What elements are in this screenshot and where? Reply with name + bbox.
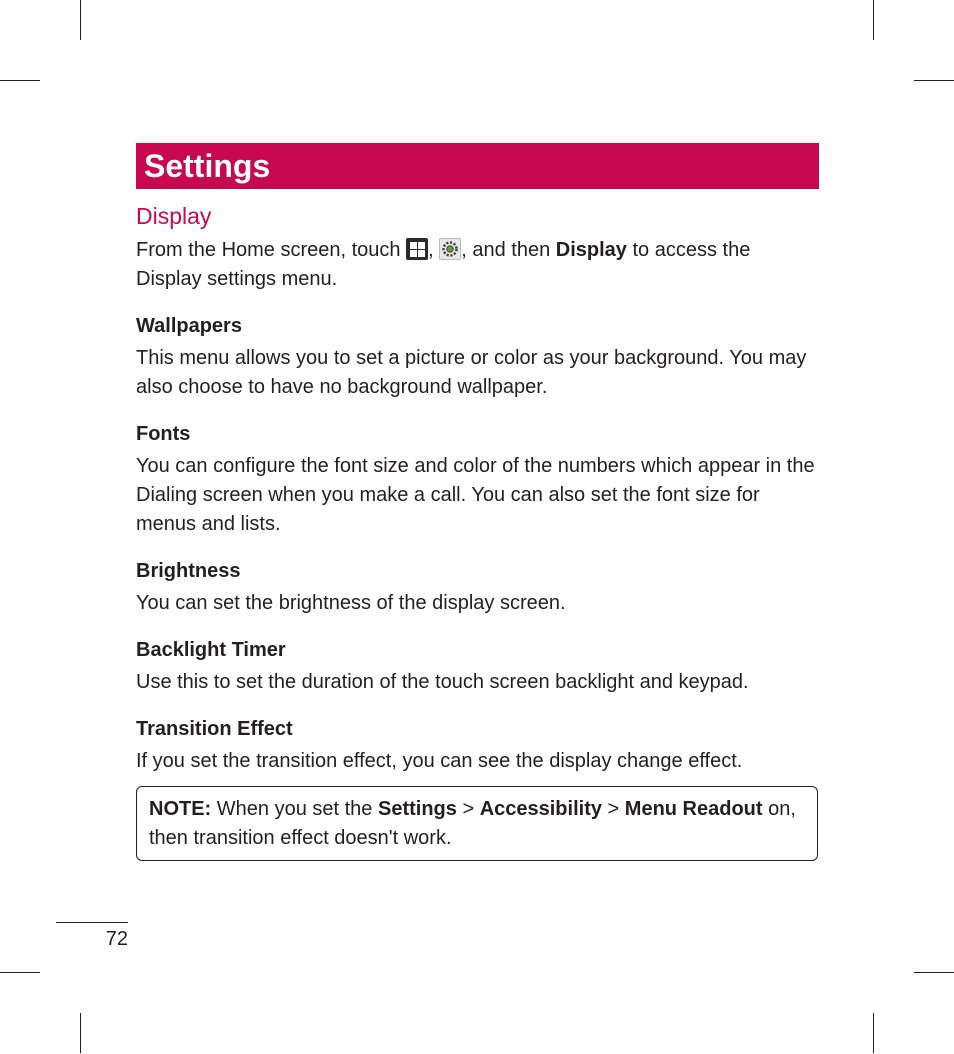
intro-text: to access the Display settings menu. [136,239,751,290]
page-number: 72 [105,928,128,950]
footer-rule [56,922,128,923]
text-fonts: You can configure the font size and color of the numbers which appear in the Dialing screen when you make a call. You can also set the font size for menus and lists. [136,455,815,535]
text-brightness: You can set the brightness of the display screen. [136,592,566,614]
heading-transition-effect: Transition Effect [136,718,293,740]
note-path-settings: Settings [377,798,457,820]
heading-backlight-timer: Backlight Timer [136,639,286,661]
crop-mark [873,0,874,40]
intro-paragraph [136,236,820,294]
text-wallpapers: This menu allows you to set a picture or color as your background. You may also choose to have no background wallpaper. [136,347,807,398]
intro-bold-display: Display [555,239,627,261]
heading-fonts: Fonts [136,423,191,445]
intro-text: , and then [461,239,556,261]
title-bar [136,143,819,189]
settings-gear-icon [439,238,461,260]
note-span: on, then transition effect doesn't work. [149,798,796,849]
note-path-accessibility: Accessibility [479,798,602,820]
crop-mark [80,0,81,40]
note-label: NOTE: [149,798,212,820]
heading-wallpapers: Wallpapers [136,315,242,337]
note-text [149,795,809,853]
intro-text: From the Home screen, touch [136,239,407,261]
crop-mark [0,972,40,973]
crop-mark [80,1013,81,1053]
note-box [136,786,818,861]
note-separator: > [456,798,480,820]
heading-brightness: Brightness [136,560,241,582]
section-title: Display [136,203,212,229]
crop-mark [0,80,40,81]
note-path-menu-readout: Menu Readout [624,798,763,820]
crop-mark [873,1013,874,1053]
intro-text: , [428,239,440,261]
note-span: When you set the [211,798,378,820]
text-transition-effect: If you set the transition effect, you can see the display change effect. [136,750,743,772]
text-backlight-timer: Use this to set the duration of the touch screen backlight and keypad. [136,671,749,693]
crop-mark [914,80,954,81]
crop-mark [914,972,954,973]
apps-grid-icon [406,238,428,260]
note-separator: > [601,798,625,820]
page-title: Settings [144,148,271,184]
